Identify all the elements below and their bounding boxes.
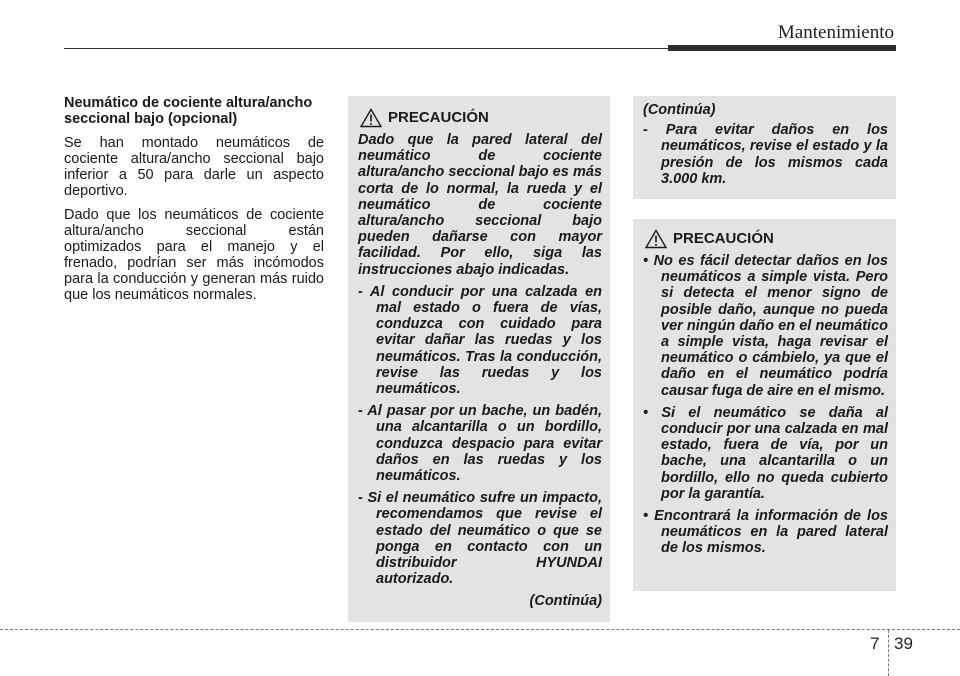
caution-box-1 bbox=[348, 96, 610, 622]
warning-triangle-icon bbox=[360, 108, 382, 128]
body-column bbox=[64, 95, 324, 311]
caution-item: - Al pasar por un bache, un badén, una alcantarilla o un bordillo, conduzca despacio para evitar daños en las ruedas y los neumáticos. bbox=[358, 403, 602, 485]
bullet-item: • No es fácil detectar daños en los neumáticos a simple vista. Pero si detecta el menor signo de posible daño, aunque no pueda ver ningún daño en el neumático a simple vista, haga revisar el neumático o cámbielo, ya que el daño en el neumático podría causar fuga de aire en el mismo. bbox=[643, 253, 888, 399]
footer-rule bbox=[0, 629, 960, 630]
continued-box bbox=[633, 96, 896, 199]
body-paragraph-2: Dado que los neumáticos de cociente altura/ancho seccional están optimizados para el manejo y el frenado, podrían ser más incómodos para la conducción y generan más ruido que los neumáticos normales. bbox=[64, 207, 324, 303]
running-header: Mantenimiento bbox=[777, 22, 894, 43]
warning-triangle-icon bbox=[645, 229, 667, 249]
continues-label: (Continúa) bbox=[529, 593, 602, 610]
section-number: 7 bbox=[870, 634, 880, 653]
caution-header bbox=[358, 108, 602, 128]
caution-box-2 bbox=[633, 219, 896, 591]
footer-divider bbox=[888, 630, 889, 676]
header-bar bbox=[668, 45, 896, 51]
header-rule bbox=[64, 48, 668, 49]
caution-item: - Al conducir por una calzada en mal estado o fuera de vías, conduzca con cuidado para evitar dañar las ruedas y los neumáticos. Tras la conducción, revise las ruedas y los neumáticos. bbox=[358, 283, 602, 398]
continued-label: (Continúa) bbox=[643, 102, 716, 118]
caution-header bbox=[643, 229, 888, 249]
bullet-item: • Si el neumático se daña al conducir por una calzada en mal estado, fuera de vía, por un bache, una alcantarilla o un bordillo, ello no queda cubierto por la garantía. bbox=[643, 404, 888, 502]
caution-item: - Si el neumático sufre un impacto, recomendamos que revise el estado del neumático o que se ponga en contacto con un distribuidor HYUNDAI autorizado. bbox=[358, 490, 602, 588]
caution-item: - Para evitar daños en los neumáticos, revise el estado y la presión de los mismos cada 3.000 km. bbox=[643, 122, 888, 187]
page-number: 39 bbox=[894, 634, 913, 653]
body-paragraph-1: Se han montado neumáticos de cociente altura/ancho seccional bajo inferior a 50 para darle un aspecto deportivo. bbox=[64, 135, 324, 199]
caution-title: PRECAUCIÓN bbox=[388, 108, 489, 126]
bullet-item: • Encontrará la información de los neumáticos en la pared lateral de los mismos. bbox=[643, 508, 888, 557]
caution-intro: Dado que la pared lateral del neumático de cociente altura/ancho seccional bajo es más corta de lo normal, la rueda y el neumático de cociente altura/ancho seccional bajo pueden dañarse con mayor facilidad. Por ello, siga las instrucciones abajo indicadas. bbox=[358, 132, 602, 278]
caution-title: PRECAUCIÓN bbox=[673, 229, 774, 247]
section-heading: Neumático de cociente altura/ancho seccional bajo (opcional) bbox=[64, 95, 313, 127]
